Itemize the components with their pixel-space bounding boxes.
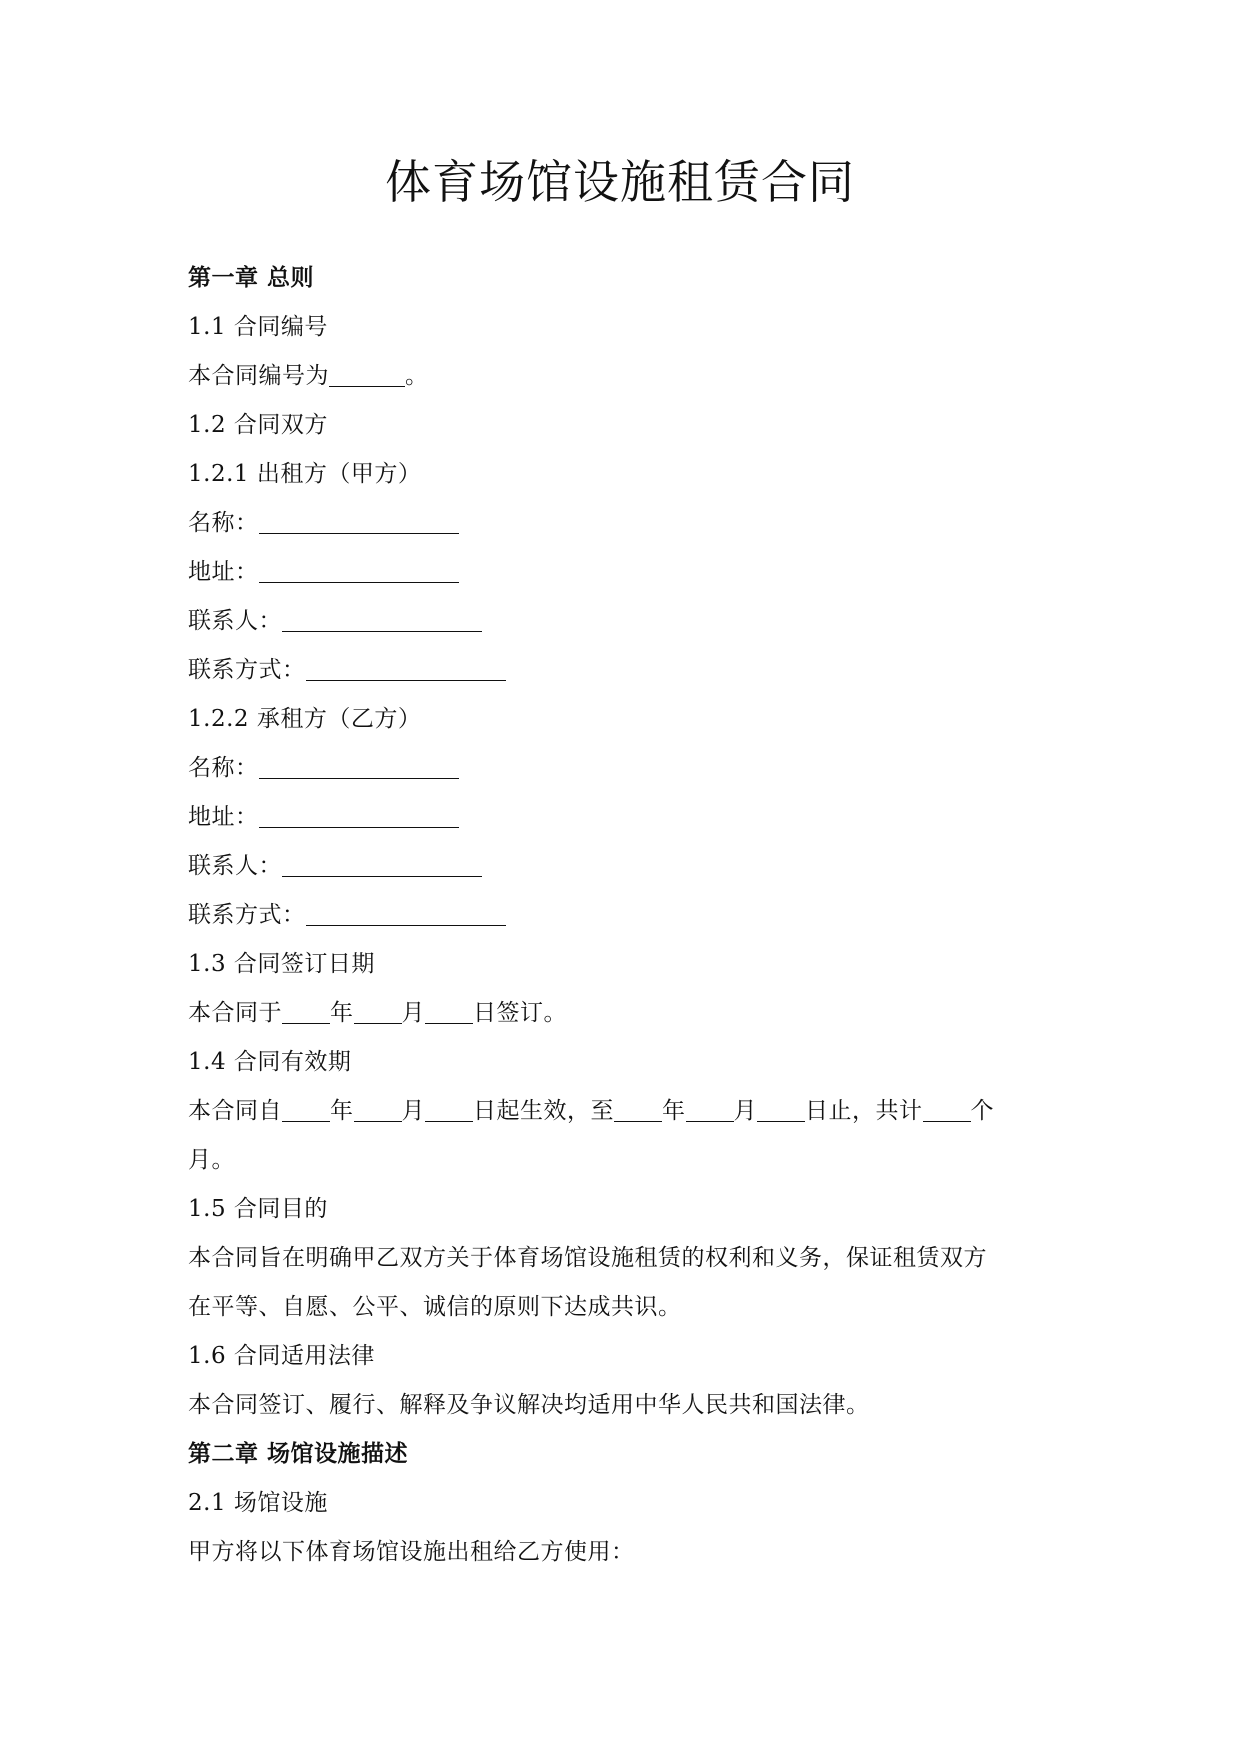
total-months-blank[interactable] bbox=[923, 1095, 971, 1122]
validity-line-1 bbox=[188, 1087, 1058, 1136]
lessor-contact-label: 联系人： bbox=[188, 608, 282, 634]
signing-date-text-2: 年 bbox=[330, 1000, 354, 1026]
lessee-phone-label: 联系方式： bbox=[188, 902, 306, 928]
lessee-name-label: 名称： bbox=[188, 755, 259, 781]
lessor-phone-label: 联系方式： bbox=[188, 657, 306, 683]
lessee-name-line bbox=[188, 744, 1058, 793]
section-1-5-heading: 1.5 合同目的 bbox=[188, 1196, 328, 1222]
contract-number-text: 本合同编号为 bbox=[188, 363, 329, 389]
validity-text-5: 年 bbox=[662, 1098, 686, 1124]
section-1-2-heading: 1.2 合同双方 bbox=[188, 412, 328, 438]
lessee-address-label: 地址： bbox=[188, 804, 259, 830]
end-month-blank[interactable] bbox=[686, 1095, 734, 1122]
validity-text-7: 日止，共计 bbox=[805, 1098, 923, 1124]
lessor-phone-blank[interactable] bbox=[306, 654, 506, 681]
end-day-blank[interactable] bbox=[757, 1095, 805, 1122]
facilities-intro-text: 甲方将以下体育场馆设施出租给乙方使用： bbox=[188, 1539, 635, 1565]
signing-date-text-4: 日签订。 bbox=[473, 1000, 567, 1026]
signing-month-blank[interactable] bbox=[354, 997, 402, 1024]
lessor-heading: 1.2.1 出租方（甲方） bbox=[188, 461, 422, 487]
validity-text-6: 月 bbox=[733, 1098, 757, 1124]
lessor-name-label: 名称： bbox=[188, 510, 259, 536]
signing-date-line bbox=[188, 989, 1058, 1038]
lessor-contact-line bbox=[188, 597, 1058, 646]
purpose-line-1: 本合同旨在明确甲乙双方关于体育场馆设施租赁的权利和义务，保证租赁双方 bbox=[188, 1245, 987, 1271]
start-day-blank[interactable] bbox=[425, 1095, 473, 1122]
section-1-4-heading: 1.4 合同有效期 bbox=[188, 1049, 352, 1075]
validity-text-2: 年 bbox=[330, 1098, 354, 1124]
validity-text-4: 日起生效，至 bbox=[473, 1098, 614, 1124]
purpose-line-2: 在平等、自愿、公平、诚信的原则下达成共识。 bbox=[188, 1294, 682, 1320]
lessee-address-line bbox=[188, 793, 1058, 842]
applicable-law-text: 本合同签订、履行、解释及争议解决均适用中华人民共和国法律。 bbox=[188, 1392, 870, 1418]
lessor-address-label: 地址： bbox=[188, 559, 259, 585]
section-1-1-heading: 1.1 合同编号 bbox=[188, 314, 328, 340]
start-month-blank[interactable] bbox=[354, 1095, 402, 1122]
validity-text-1: 本合同自 bbox=[188, 1098, 282, 1124]
lessee-address-blank[interactable] bbox=[259, 801, 459, 828]
document-title: 体育场馆设施租赁合同 bbox=[385, 155, 855, 209]
lessor-phone-line bbox=[188, 646, 1058, 695]
end-year-blank[interactable] bbox=[614, 1095, 662, 1122]
signing-day-blank[interactable] bbox=[425, 997, 473, 1024]
lessee-contact-line bbox=[188, 842, 1058, 891]
lessor-address-blank[interactable] bbox=[259, 556, 459, 583]
contract-number-end: 。 bbox=[405, 363, 429, 389]
lessee-phone-blank[interactable] bbox=[306, 899, 506, 926]
lessee-heading: 1.2.2 承租方（乙方） bbox=[188, 706, 422, 732]
lessee-name-blank[interactable] bbox=[259, 752, 459, 779]
validity-text-3: 月 bbox=[401, 1098, 425, 1124]
signing-date-text-3: 月 bbox=[401, 1000, 425, 1026]
validity-line-2: 月。 bbox=[188, 1147, 235, 1173]
section-1-6-heading: 1.6 合同适用法律 bbox=[188, 1343, 375, 1369]
validity-text-8: 个 bbox=[970, 1098, 994, 1124]
section-2-1-heading: 2.1 场馆设施 bbox=[188, 1490, 328, 1516]
lessor-name-blank[interactable] bbox=[259, 507, 459, 534]
contract-number-line bbox=[188, 352, 1058, 401]
chapter-2-heading: 第二章 场馆设施描述 bbox=[188, 1441, 409, 1467]
section-1-3-heading: 1.3 合同签订日期 bbox=[188, 951, 375, 977]
lessee-contact-label: 联系人： bbox=[188, 853, 282, 879]
lessor-name-line bbox=[188, 499, 1058, 548]
lessor-contact-blank[interactable] bbox=[282, 605, 482, 632]
lessee-contact-blank[interactable] bbox=[282, 850, 482, 877]
contract-body bbox=[188, 254, 1058, 1577]
signing-date-text-1: 本合同于 bbox=[188, 1000, 282, 1026]
lessee-phone-line bbox=[188, 891, 1058, 940]
start-year-blank[interactable] bbox=[282, 1095, 330, 1122]
contract-number-blank[interactable] bbox=[329, 360, 405, 387]
signing-year-blank[interactable] bbox=[282, 997, 330, 1024]
chapter-1-heading: 第一章 总则 bbox=[188, 265, 315, 291]
lessor-address-line bbox=[188, 548, 1058, 597]
